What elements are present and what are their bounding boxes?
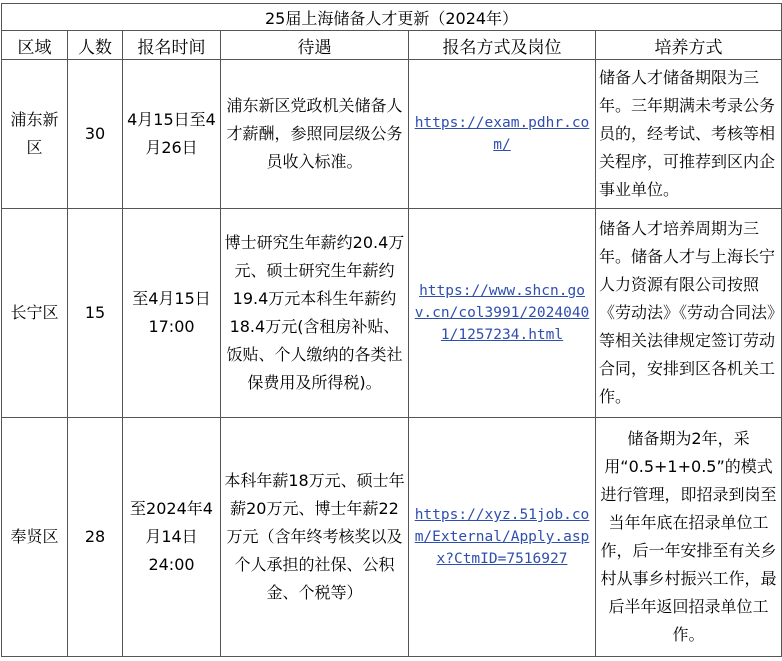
header-row bbox=[2, 31, 782, 60]
cell-time: 至2024年4月14日24:00 bbox=[123, 418, 221, 657]
apply-link[interactable]: https://exam.pdhr.com/ bbox=[414, 115, 590, 153]
table-row bbox=[2, 209, 782, 418]
header-time: 报名时间 bbox=[123, 31, 221, 60]
cell-count: 30 bbox=[68, 60, 123, 209]
cell-link-wrap bbox=[409, 209, 596, 418]
header-region: 区域 bbox=[2, 31, 68, 60]
header-treatment: 待遇 bbox=[221, 31, 409, 60]
table-row bbox=[2, 60, 782, 209]
cell-region: 浦东新区 bbox=[2, 60, 68, 209]
header-training: 培养方式 bbox=[596, 31, 782, 60]
cell-training: 储备人才培养周期为三年。储备人才与上海长宁人力资源有限公司按照《劳动法》《劳动合同法》等相关法律规定签订劳动合同，安排到区各机关工作。 bbox=[596, 209, 782, 418]
cell-training: 储备期为2年，采用“0.5+1+0.5”的模式进行管理，即招录到岗至当年年底在招录单位工作，后一年安排至有关乡村从事乡村振兴工作，最后半年返回招录单位工作。 bbox=[596, 418, 782, 657]
cell-time: 4月15日至4月26日 bbox=[123, 60, 221, 209]
cell-region: 奉贤区 bbox=[2, 418, 68, 657]
cell-treatment: 博士研究生年薪约20.4万元、硕士研究生年薪约19.4万元本科生年薪约18.4万元(含租房补贴、饭贴、个人缴纳的各类社保费用及所得税)。 bbox=[221, 209, 409, 418]
cell-region: 长宁区 bbox=[2, 209, 68, 418]
cell-count: 15 bbox=[68, 209, 123, 418]
cell-link-wrap bbox=[409, 418, 596, 657]
cell-count: 28 bbox=[68, 418, 123, 657]
cell-treatment: 本科年薪18万元、硕士年薪20万元、博士年薪22万元（含年终考核奖以及个人承担的社保、公积金、个税等） bbox=[221, 418, 409, 657]
talent-table bbox=[1, 3, 782, 657]
table-row bbox=[2, 418, 782, 657]
apply-link[interactable]: https://xyz.51job.com/External/Apply.aspx?CtmID=7516927 bbox=[414, 507, 590, 567]
cell-time: 至4月15日17:00 bbox=[123, 209, 221, 418]
header-count: 人数 bbox=[68, 31, 123, 60]
table-title: 25届上海储备人才更新（2024年） bbox=[2, 4, 782, 31]
cell-training: 储备人才储备期限为三年。三年期满未考录公务员的，经考试、考核等相关程序，可推荐到区内企事业单位。 bbox=[596, 60, 782, 209]
cell-link-wrap bbox=[409, 60, 596, 209]
cell-treatment: 浦东新区党政机关储备人才薪酬，参照同层级公务员收入标准。 bbox=[221, 60, 409, 209]
header-apply: 报名方式及岗位 bbox=[409, 31, 596, 60]
apply-link[interactable]: https://www.shcn.gov.cn/col3991/20240401/1257234.html bbox=[414, 283, 590, 343]
